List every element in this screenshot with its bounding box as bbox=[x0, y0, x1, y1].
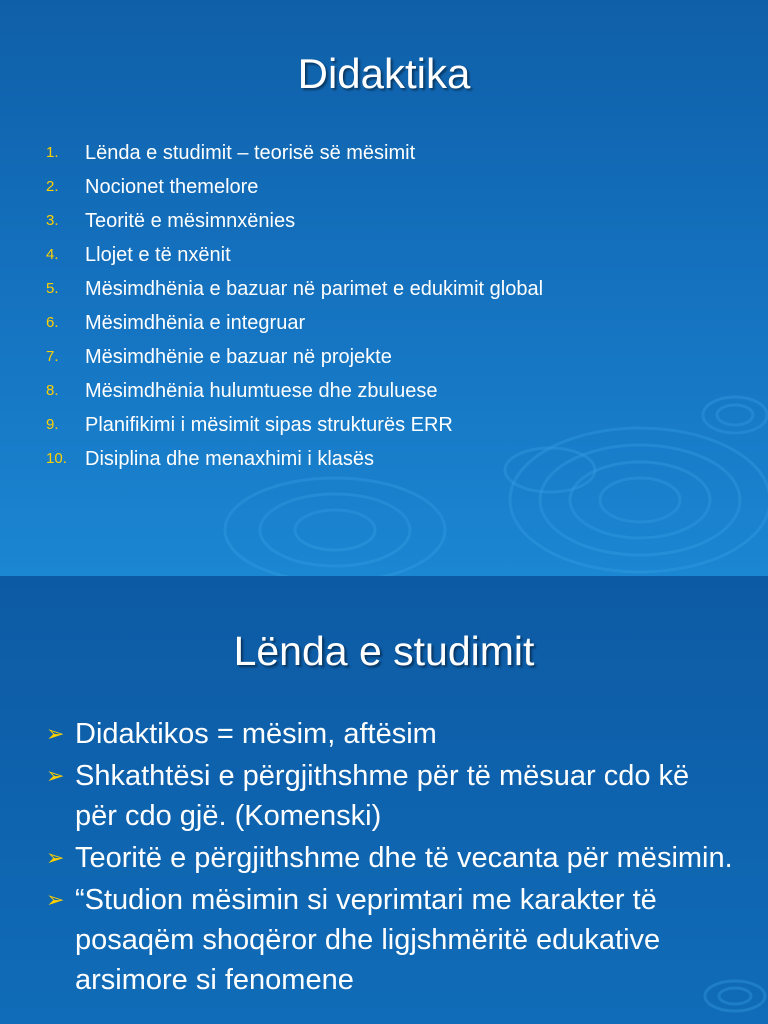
slide-title: Didaktika bbox=[297, 50, 471, 97]
bullet-list bbox=[0, 714, 735, 1002]
list-item bbox=[0, 756, 735, 836]
bullet-text: Teoritë e përgjithshme dhe të vecanta për mësimin. bbox=[75, 842, 733, 874]
bullet-text: “Studion mësimin si veprimtari me karakter të posaqëm shoqëror dhe ligjshmëritë edukative arsimore si fenomene bbox=[75, 884, 661, 996]
item-text: Disiplina dhe menaxhimi i klasës bbox=[85, 448, 375, 470]
arrow-bullet-icon: ➢ bbox=[46, 721, 65, 746]
item-text: Mësimdhënia e integruar bbox=[85, 312, 306, 334]
item-number: 6. bbox=[46, 314, 59, 331]
item-text: Nocionet themelore bbox=[85, 176, 259, 198]
list-item bbox=[0, 714, 735, 754]
item-text: Mësimdhënia e bazuar në parimet e edukimit global bbox=[85, 278, 544, 300]
item-text: Lënda e studimit – teorisë së mësimit bbox=[85, 142, 416, 164]
arrow-bullet-icon: ➢ bbox=[46, 845, 65, 870]
item-number: 8. bbox=[46, 382, 59, 399]
item-number: 9. bbox=[46, 416, 59, 433]
bullet-text: Didaktikos = mësim, aftësim bbox=[75, 718, 437, 750]
item-number: 10. bbox=[46, 450, 67, 467]
list-item bbox=[0, 880, 735, 1000]
item-number: 4. bbox=[46, 246, 59, 263]
bullet-text: Shkathtësi e përgjithshme për të mësuar cdo kë për cdo gjë. (Komenski) bbox=[75, 760, 690, 832]
item-number: 3. bbox=[46, 212, 59, 229]
arrow-bullet-icon: ➢ bbox=[46, 887, 65, 912]
item-number: 5. bbox=[46, 280, 59, 297]
slide-title: Lënda e studimit bbox=[233, 628, 535, 674]
item-text: Mësimdhënia hulumtuese dhe zbuluese bbox=[85, 380, 438, 402]
item-text: Teoritë e mësimnxënies bbox=[85, 210, 296, 232]
list-item bbox=[0, 838, 735, 878]
item-text: Planifikimi i mësimit sipas strukturës ERR bbox=[85, 414, 453, 436]
item-text: Llojet e të nxënit bbox=[85, 244, 231, 266]
arrow-bullet-icon: ➢ bbox=[46, 763, 65, 788]
item-number: 1. bbox=[46, 144, 59, 161]
slide-lenda-e-studimit bbox=[0, 576, 768, 1024]
item-text: Mësimdhënie e bazuar në projekte bbox=[85, 346, 392, 368]
item-number: 2. bbox=[46, 178, 59, 195]
item-number: 7. bbox=[46, 348, 59, 365]
